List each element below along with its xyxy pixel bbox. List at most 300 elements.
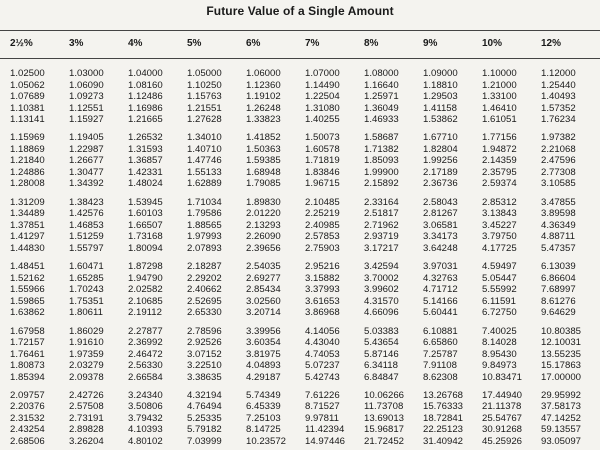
- table-cell: 2.43254: [10, 424, 45, 436]
- table-cell: 4.31570: [364, 295, 399, 307]
- table-cell: 30.91268: [482, 424, 523, 436]
- table-cell: 3.13843: [482, 208, 517, 220]
- table-cell: 1.30477: [69, 166, 104, 178]
- table-cell: 1.25440: [541, 79, 576, 91]
- table-cell: 18.72841: [423, 412, 464, 424]
- column-header: 12%: [541, 38, 562, 49]
- table-cell: 1.28008: [10, 178, 45, 190]
- table-cell: 1.79085: [246, 178, 281, 190]
- table-cell: 1.80094: [128, 242, 163, 254]
- table-cell: 2.73191: [69, 412, 104, 424]
- table-cell: 8.14028: [482, 337, 517, 349]
- table-cell: 2.07893: [187, 242, 222, 254]
- table-cell: 5.42743: [305, 371, 340, 383]
- table-cell: 1.34010: [187, 132, 222, 144]
- table-cell: 1.71034: [187, 196, 222, 208]
- table-cell: 6.65860: [423, 337, 458, 349]
- table-cell: 1.26677: [69, 155, 104, 167]
- table-cell: 1.21665: [128, 114, 163, 125]
- column-header: 10%: [482, 38, 503, 49]
- table-cell: 3.99602: [364, 284, 399, 296]
- table-cell: 13.26768: [423, 389, 464, 401]
- table-cell: 1.61051: [482, 114, 517, 125]
- table-cell: 2.47596: [541, 155, 576, 167]
- table-cell: 3.15882: [305, 272, 340, 284]
- table-cell: 1.97359: [69, 348, 104, 360]
- table-cell: 93.05097: [541, 435, 582, 447]
- table-cell: 6.72750: [482, 307, 517, 319]
- table-row: [6, 296, 596, 308]
- table-cell: 1.36049: [364, 102, 399, 114]
- table-cell: 1.10000: [482, 68, 517, 79]
- table-cell: 2.03279: [69, 360, 104, 372]
- table-cell: 3.86968: [305, 307, 340, 319]
- table-cell: 1.41852: [246, 132, 281, 144]
- table-cell: 1.67958: [10, 325, 45, 337]
- table-cell: 15.96817: [364, 424, 405, 436]
- table-cell: 1.48451: [10, 261, 45, 273]
- table-cell: 7.25787: [423, 348, 458, 360]
- table-cell: 2.02582: [128, 284, 163, 296]
- table-cell: 1.85093: [364, 155, 399, 167]
- table-cell: 21.72452: [364, 435, 405, 447]
- table-cell: 4.17725: [482, 242, 517, 254]
- table-cell: 1.57352: [541, 102, 576, 114]
- table-cell: 2.52695: [187, 295, 222, 307]
- table-cell: 1.42331: [128, 166, 163, 178]
- table-cell: 3.60354: [246, 337, 281, 349]
- column-header-row: [6, 38, 596, 49]
- column-header: 7%: [305, 38, 320, 49]
- table-cell: 1.34489: [10, 208, 45, 220]
- top-rule: [0, 30, 600, 31]
- table-cell: 5.55992: [482, 284, 517, 296]
- table-cell: 13.55235: [541, 348, 582, 360]
- table-cell: 1.40493: [541, 91, 576, 102]
- table-cell: 4.29187: [246, 371, 281, 383]
- table-cell: 2.57853: [305, 231, 340, 243]
- table-cell: 1.88565: [187, 219, 222, 231]
- table-cell: 4.32194: [187, 389, 222, 401]
- table-cell: 1.99900: [364, 166, 399, 178]
- table-cell: 12.10031: [541, 337, 582, 349]
- table-cell: 2.65330: [187, 307, 222, 319]
- table-cell: 2.25219: [305, 208, 340, 220]
- table-cell: 2.10485: [305, 196, 340, 208]
- table-cell: 5.03383: [364, 325, 399, 337]
- column-header: 3%: [69, 38, 84, 49]
- table-cell: 3.50806: [128, 401, 163, 413]
- table-cell: 1.97382: [541, 132, 576, 144]
- table-cell: 3.39956: [246, 325, 281, 337]
- table-cell: 2.59374: [482, 178, 517, 190]
- table-cell: 2.69277: [246, 272, 281, 284]
- table-cell: 2.71962: [364, 219, 399, 231]
- table-cell: 1.29503: [423, 91, 458, 102]
- table-cell: 1.46410: [482, 102, 517, 114]
- table-cell: 3.70002: [364, 272, 399, 284]
- table-cell: 3.81975: [246, 348, 281, 360]
- table-cell: 1.47746: [187, 155, 222, 167]
- table-cell: 1.21000: [482, 79, 517, 91]
- table-cell: 2.68506: [10, 435, 45, 447]
- table-cell: 1.71382: [364, 143, 399, 155]
- table-cell: 15.17863: [541, 360, 582, 372]
- table-cell: 7.40025: [482, 325, 517, 337]
- table-cell: 3.61653: [305, 295, 340, 307]
- table-cell: 1.33823: [246, 114, 281, 125]
- table-cell: 1.02500: [10, 68, 45, 79]
- table-row: [6, 413, 596, 425]
- table-cell: 2.01220: [246, 208, 281, 220]
- table-cell: 1.18810: [423, 79, 458, 91]
- table-cell: 4.71712: [423, 284, 458, 296]
- table-cell: 1.63862: [10, 307, 45, 319]
- table-cell: 1.59385: [246, 155, 281, 167]
- table-cell: 1.71819: [305, 155, 340, 167]
- table-cell: 1.16986: [128, 102, 163, 114]
- table-cell: 1.76461: [10, 348, 45, 360]
- table-cell: 1.37851: [10, 219, 45, 231]
- table-cell: 2.36992: [128, 337, 163, 349]
- table-cell: 1.83846: [305, 166, 340, 178]
- table-cell: 1.05062: [10, 79, 45, 91]
- table-row: [6, 155, 596, 167]
- table-cell: 1.18869: [10, 143, 45, 155]
- table-cell: 2.20376: [10, 401, 45, 413]
- table-row: [6, 103, 596, 115]
- table-cell: 10.06266: [364, 389, 405, 401]
- table-cell: 3.42594: [364, 261, 399, 273]
- table-row: [6, 80, 596, 92]
- table-row: [6, 326, 596, 338]
- table-cell: 1.10250: [187, 79, 222, 91]
- table-cell: 2.46472: [128, 348, 163, 360]
- table-cell: 8.62308: [423, 371, 458, 383]
- table-cell: 2.58043: [423, 196, 458, 208]
- table-cell: 1.91610: [69, 337, 104, 349]
- table-cell: 25.54767: [482, 412, 523, 424]
- table-cell: 2.92526: [187, 337, 222, 349]
- table-cell: 5.60441: [423, 307, 458, 319]
- table-cell: 2.13293: [246, 219, 281, 231]
- table-cell: 37.58173: [541, 401, 582, 413]
- table-cell: 17.00000: [541, 371, 582, 383]
- table-cell: 2.26090: [246, 231, 281, 243]
- table-cell: 7.61226: [305, 389, 340, 401]
- table-cell: 15.76333: [423, 401, 464, 413]
- table-cell: 3.26204: [69, 435, 104, 447]
- table-cell: 2.40662: [187, 284, 222, 296]
- table-cell: 1.13141: [10, 114, 45, 125]
- table-cell: 4.04893: [246, 360, 281, 372]
- table-cell: 2.17189: [423, 166, 458, 178]
- table-cell: 6.84847: [364, 371, 399, 383]
- table-cell: 5.14166: [423, 295, 458, 307]
- column-header: 5%: [187, 38, 202, 49]
- table-cell: 3.24340: [128, 389, 163, 401]
- table-cell: 2.95216: [305, 261, 340, 273]
- table-cell: 1.12000: [541, 68, 576, 79]
- table-cell: 1.73168: [128, 231, 163, 243]
- table-cell: 1.40710: [187, 143, 222, 155]
- table-cell: 3.79432: [128, 412, 163, 424]
- table-cell: 1.08160: [128, 79, 163, 91]
- table-cell: 2.75903: [305, 242, 340, 254]
- table-cell: 6.11591: [482, 295, 516, 307]
- table-cell: 10.83471: [482, 371, 523, 383]
- table-row: [6, 372, 596, 384]
- table-cell: 1.09273: [69, 91, 104, 102]
- table-cell: 2.56330: [128, 360, 163, 372]
- table-cell: 1.41297: [10, 231, 45, 243]
- table-cell: 1.89830: [246, 196, 281, 208]
- table-row: [6, 390, 596, 402]
- table-cell: 2.35795: [482, 166, 517, 178]
- table-cell: 1.19405: [69, 132, 104, 144]
- table-cell: 1.67710: [423, 132, 458, 144]
- table-cell: 1.31209: [10, 196, 45, 208]
- table-cell: 1.21551: [187, 102, 222, 114]
- table-cell: 4.43040: [305, 337, 340, 349]
- table-cell: 1.24886: [10, 166, 45, 178]
- table-cell: 1.33100: [482, 91, 517, 102]
- table-cell: 7.03999: [187, 435, 222, 447]
- table-cell: 2.77308: [541, 166, 576, 178]
- value-table: [6, 68, 596, 447]
- table-cell: 9.64629: [541, 307, 576, 319]
- column-header: 4%: [128, 38, 143, 49]
- table-cell: 1.52162: [10, 272, 45, 284]
- table-cell: 1.31080: [305, 102, 340, 114]
- table-cell: 2.57508: [69, 401, 104, 413]
- table-cell: 1.55133: [187, 166, 222, 178]
- table-cell: 1.59865: [10, 295, 45, 307]
- table-cell: 1.99256: [423, 155, 458, 167]
- header-rule: [0, 58, 600, 59]
- table-cell: 1.80873: [10, 360, 45, 372]
- table-cell: 5.05447: [482, 272, 517, 284]
- table-cell: 6.34118: [364, 360, 398, 372]
- table-cell: 5.43654: [364, 337, 399, 349]
- table-cell: 1.12486: [128, 91, 163, 102]
- table-cell: 1.03000: [69, 68, 104, 79]
- table-cell: 1.38423: [69, 196, 104, 208]
- table-row: [6, 284, 596, 296]
- table-cell: 1.41158: [423, 102, 457, 114]
- table-cell: 1.55797: [69, 242, 104, 254]
- table-cell: 1.42576: [69, 208, 104, 220]
- table-cell: 2.09378: [69, 371, 104, 383]
- table-cell: 2.54035: [246, 261, 281, 273]
- table-cell: 3.20714: [246, 307, 281, 319]
- table-cell: 2.39656: [246, 242, 281, 254]
- table-cell: 4.14056: [305, 325, 340, 337]
- table-cell: 1.86029: [69, 325, 104, 337]
- column-header: 8%: [364, 38, 379, 49]
- table-cell: 6.10881: [423, 325, 458, 337]
- table-cell: 6.86604: [541, 272, 576, 284]
- table-cell: 3.45227: [482, 219, 517, 231]
- table-cell: 1.80611: [69, 307, 103, 319]
- table-cell: 1.53862: [423, 114, 458, 125]
- table-cell: 1.65285: [69, 272, 104, 284]
- table-cell: 2.93719: [364, 231, 399, 243]
- table-row: [6, 307, 596, 319]
- table-cell: 2.29202: [187, 272, 222, 284]
- table-cell: 1.53945: [128, 196, 163, 208]
- table-row: [6, 337, 596, 349]
- table-cell: 1.16640: [364, 79, 399, 91]
- table-cell: 3.89598: [541, 208, 576, 220]
- table-cell: 7.25103: [246, 412, 281, 424]
- table-row: [6, 144, 596, 156]
- table-cell: 1.79586: [187, 208, 222, 220]
- table-cell: 6.13039: [541, 261, 576, 273]
- table-cell: 1.70243: [69, 284, 104, 296]
- table-cell: 3.97031: [423, 261, 458, 273]
- table-cell: 1.62889: [187, 178, 222, 190]
- table-cell: 1.07689: [10, 91, 45, 102]
- table-cell: 1.22504: [305, 91, 340, 102]
- table-cell: 1.12360: [246, 79, 281, 91]
- table-cell: 10.80385: [541, 325, 582, 337]
- table-cell: 1.94790: [128, 272, 163, 284]
- table-row: [6, 273, 596, 285]
- table-row: [6, 68, 596, 80]
- table-cell: 3.02560: [246, 295, 281, 307]
- table-cell: 2.51817: [364, 208, 399, 220]
- table-cell: 1.77156: [482, 132, 517, 144]
- table-cell: 21.11378: [482, 401, 522, 413]
- table-cell: 4.80102: [128, 435, 163, 447]
- table-row: [6, 360, 596, 372]
- table-cell: 2.18287: [187, 261, 222, 273]
- table-cell: 2.81267: [423, 208, 458, 220]
- table-cell: 1.44830: [10, 242, 45, 254]
- page-title: Future Value of a Single Amount: [206, 4, 394, 18]
- table-cell: 1.82804: [423, 143, 458, 155]
- table-cell: 1.26248: [246, 102, 281, 114]
- table-row: [6, 436, 596, 448]
- table-cell: 31.40942: [423, 435, 464, 447]
- table-row: [6, 243, 596, 255]
- table-cell: 1.96715: [305, 178, 340, 190]
- table-cell: 1.06000: [246, 68, 281, 79]
- table-cell: 3.22510: [187, 360, 222, 372]
- table-cell: 1.19102: [246, 91, 281, 102]
- table-cell: 3.34173: [423, 231, 458, 243]
- table-cell: 5.87146: [364, 348, 399, 360]
- table-cell: 8.61276: [541, 295, 576, 307]
- table-row: [6, 261, 596, 273]
- table-cell: 1.60103: [128, 208, 163, 220]
- table-cell: 1.75351: [69, 295, 104, 307]
- table-cell: 4.74053: [305, 348, 340, 360]
- table-cell: 14.97446: [305, 435, 346, 447]
- table-cell: 1.60471: [69, 261, 104, 273]
- table-cell: 8.95430: [482, 348, 517, 360]
- table-row: [6, 197, 596, 209]
- table-cell: 1.60578: [305, 143, 340, 155]
- table-cell: 1.15927: [69, 114, 104, 125]
- table-cell: 8.14725: [246, 424, 281, 436]
- table-cell: 4.10393: [128, 424, 163, 436]
- table-cell: 3.79750: [482, 231, 517, 243]
- table-cell: 2.42726: [69, 389, 104, 401]
- table-cell: 2.66584: [128, 371, 163, 383]
- table-cell: 3.64248: [423, 242, 458, 254]
- table-cell: 2.21068: [541, 143, 576, 155]
- table-cell: 22.25123: [423, 424, 464, 436]
- table-cell: 2.14359: [482, 155, 517, 167]
- table-cell: 2.33164: [364, 196, 399, 208]
- table-cell: 45.25926: [482, 435, 523, 447]
- table-cell: 4.88711: [541, 231, 575, 243]
- table-cell: 4.66096: [364, 307, 399, 319]
- table-cell: 4.76494: [187, 401, 222, 413]
- table-cell: 7.91108: [423, 360, 457, 372]
- table-cell: 5.47357: [541, 242, 576, 254]
- column-header: 9%: [423, 38, 438, 49]
- table-cell: 2.36736: [423, 178, 458, 190]
- table-cell: 2.10685: [128, 295, 163, 307]
- table-cell: 2.19112: [128, 307, 162, 319]
- table-cell: 1.12551: [69, 102, 104, 114]
- table-cell: 1.58687: [364, 132, 399, 144]
- table-row: [6, 91, 596, 103]
- column-header: 2½%: [10, 38, 33, 49]
- table-cell: 2.31532: [10, 412, 45, 424]
- table-cell: 3.37993: [305, 284, 340, 296]
- table-cell: 1.15969: [10, 132, 45, 144]
- table-cell: 1.31593: [128, 143, 163, 155]
- table-cell: 1.07000: [305, 68, 340, 79]
- table-cell: 17.44940: [482, 389, 523, 401]
- table-cell: 1.25971: [364, 91, 399, 102]
- table-cell: 3.07152: [187, 348, 222, 360]
- table-cell: 1.14490: [305, 79, 340, 91]
- table-cell: 1.48024: [128, 178, 163, 190]
- table-cell: 2.09757: [10, 389, 45, 401]
- table-cell: 11.73708: [364, 401, 404, 413]
- column-header: 6%: [246, 38, 261, 49]
- table-row: [6, 208, 596, 220]
- table-row: [6, 178, 596, 190]
- table-cell: 1.34392: [69, 178, 104, 190]
- table-cell: 1.26532: [128, 132, 163, 144]
- table-cell: 2.89828: [69, 424, 104, 436]
- table-cell: 3.38635: [187, 371, 222, 383]
- table-cell: 1.46853: [69, 219, 104, 231]
- table-cell: 59.13557: [541, 424, 582, 436]
- table-cell: 1.76234: [541, 114, 576, 125]
- table-row: [6, 114, 596, 126]
- table-cell: 4.59497: [482, 261, 517, 273]
- table-row: [6, 231, 596, 243]
- table-cell: 5.07237: [305, 360, 340, 372]
- table-cell: 1.40255: [305, 114, 340, 125]
- table-cell: 1.94872: [482, 143, 517, 155]
- table-cell: 1.55966: [10, 284, 45, 296]
- table-row: [6, 167, 596, 179]
- table-cell: 2.85434: [246, 284, 281, 296]
- table-cell: 1.27628: [187, 114, 222, 125]
- table-cell: 11.42394: [305, 424, 345, 436]
- table-cell: 5.79182: [187, 424, 222, 436]
- table-cell: 10.23572: [246, 435, 287, 447]
- table-cell: 47.14252: [541, 412, 582, 424]
